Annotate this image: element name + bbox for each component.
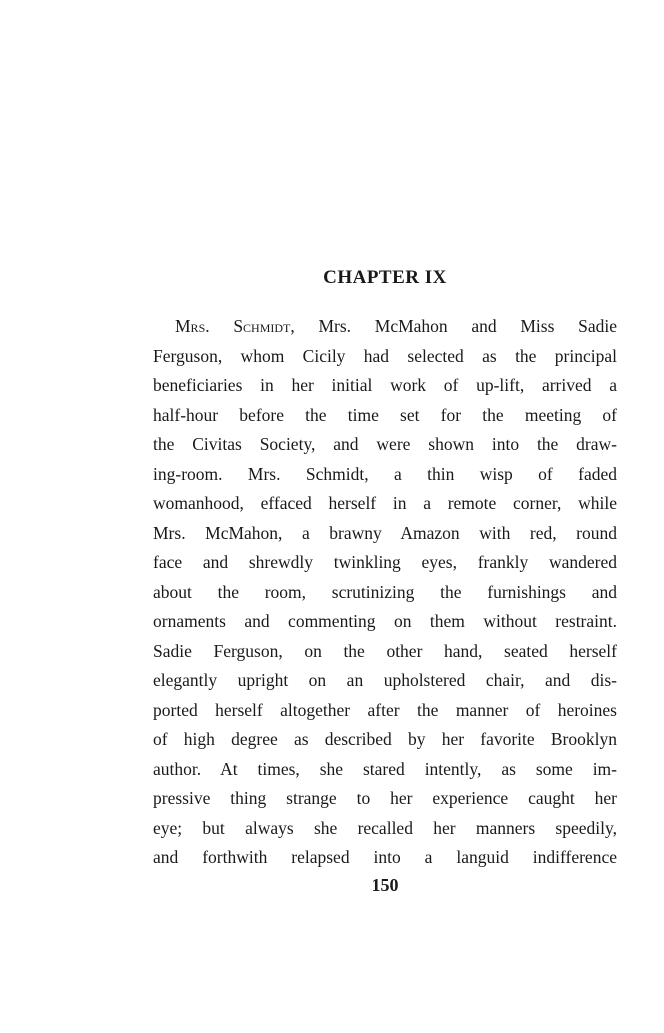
text-line: ing-room. Mrs. Schmidt, a thin wisp of faded bbox=[153, 463, 617, 484]
text-line: half-hour before the time set for the meeting of bbox=[153, 404, 617, 425]
paragraph-first-line bbox=[153, 312, 617, 342]
first-line-rest: Mrs. McMahon and Miss Sadie bbox=[318, 316, 617, 336]
text-line: pressive thing strange to her experience caught her bbox=[153, 788, 617, 808]
text-line: Ferguson, whom Cicily had selected as the principal bbox=[153, 345, 617, 366]
chapter-heading: CHAPTER IX bbox=[323, 267, 447, 288]
text-line: of high degree as described by her favorite Brooklyn bbox=[153, 729, 617, 749]
small-caps-name: Mrs. Schmidt, bbox=[175, 316, 295, 336]
page-number: 150 bbox=[371, 875, 399, 895]
text-line: beneficiaries in her initial work of up-lift, arrived a bbox=[153, 375, 617, 395]
text-line: about the room, scrutinizing the furnishings and bbox=[153, 581, 617, 602]
text-line: ornaments and commenting on them without restraint. bbox=[153, 611, 617, 631]
text-line: womanhood, effaced herself in a remote corner, while bbox=[153, 493, 617, 513]
text-line: elegantly upright on an upholstered chair, and dis- bbox=[153, 670, 617, 690]
chapter-body-text bbox=[153, 312, 617, 873]
text-line: Sadie Ferguson, on the other hand, seated herself bbox=[153, 640, 617, 661]
text-line: author. At times, she stared intently, as some im- bbox=[153, 758, 617, 779]
text-line: face and shrewdly twinkling eyes, frankly wandered bbox=[153, 552, 617, 572]
text-line: and forthwith relapsed into a languid indifference bbox=[153, 847, 617, 867]
text-line: Mrs. McMahon, a brawny Amazon with red, round bbox=[153, 522, 617, 543]
text-line: ported herself altogether after the manner of heroines bbox=[153, 699, 617, 720]
text-line: eye; but always she recalled her manners speedily, bbox=[153, 817, 617, 838]
text-line: the Civitas Society, and were shown into the draw- bbox=[153, 434, 617, 454]
